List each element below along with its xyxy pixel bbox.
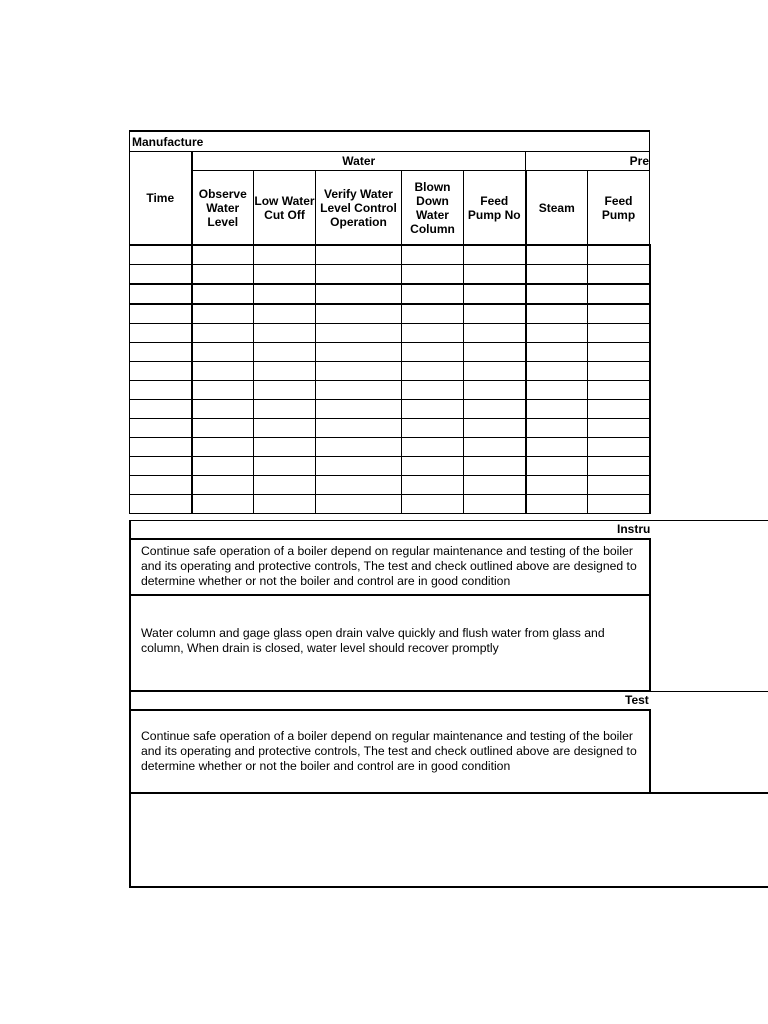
log-entry-cell[interactable] [464,476,526,495]
log-entry-cell[interactable] [526,245,588,265]
log-entry-cell[interactable] [588,362,650,381]
log-entry-cell[interactable] [464,419,526,438]
log-entry-cell[interactable] [316,265,402,285]
log-entry-cell[interactable] [316,304,402,324]
instructions-header-band [129,520,768,539]
log-entry-cell[interactable] [316,245,402,265]
log-entry-cell[interactable] [316,457,402,476]
log-entry-cell[interactable] [254,304,316,324]
log-entry-cell[interactable] [192,324,254,343]
log-entry-cell[interactable] [464,343,526,362]
log-entry-cell[interactable] [192,245,254,265]
log-entry-cell[interactable] [588,419,650,438]
log-entry-cell[interactable] [526,457,588,476]
log-entry-cell[interactable] [464,438,526,457]
log-entry-cell[interactable] [130,245,192,265]
log-entry-cell[interactable] [588,476,650,495]
log-entry-cell[interactable] [254,362,316,381]
log-entry-cell[interactable] [588,324,650,343]
test-paragraph-1: Continue safe operation of a boiler depend on regular maintenance and testing of the boiler and its operating and protective controls, The test and check outlined above are designed to determine whether or not the boiler and control are in good condition [141,729,637,773]
log-entry-cell[interactable] [526,400,588,419]
log-entry-row [130,495,650,514]
log-entry-row [130,245,650,265]
log-entry-cell[interactable] [464,495,526,514]
column-header-observe-water-level: Observe Water Level [192,171,254,246]
log-entry-cell[interactable] [254,476,316,495]
log-entry-cell[interactable] [316,419,402,438]
log-entry-cell[interactable] [526,284,588,304]
log-entry-cell[interactable] [588,304,650,324]
blank-notes-area [129,792,768,888]
log-entry-cell[interactable] [192,438,254,457]
log-entry-cell[interactable] [464,284,526,304]
log-entry-cell[interactable] [130,324,192,343]
log-entry-cell[interactable] [192,362,254,381]
log-entry-cell[interactable] [254,438,316,457]
log-entry-cell[interactable] [464,400,526,419]
log-entry-cell[interactable] [254,381,316,400]
log-entry-cell[interactable] [526,362,588,381]
log-entry-cell[interactable] [130,400,192,419]
log-entry-cell[interactable] [402,419,464,438]
log-entry-row [130,324,650,343]
column-header-time: Time [130,152,192,246]
log-entry-cell[interactable] [316,381,402,400]
log-entry-cell[interactable] [402,343,464,362]
log-entry-cell[interactable] [192,265,254,285]
log-entry-cell[interactable] [402,304,464,324]
log-entry-cell[interactable] [254,245,316,265]
log-entry-cell[interactable] [192,400,254,419]
log-entry-row [130,304,650,324]
test-box-1 [129,709,651,794]
log-entry-cell[interactable] [526,343,588,362]
log-entry-cell[interactable] [254,495,316,514]
log-entry-cell[interactable] [192,284,254,304]
log-entry-cell[interactable] [192,457,254,476]
column-header-low-water-cut-off: Low Water Cut Off [254,171,316,246]
instructions-paragraph-1: Continue safe operation of a boiler depend on regular maintenance and testing of the boiler and its operating and protective controls, The test and check outlined above are designed to determine whether or not the boiler and control are in good condition [141,544,637,588]
log-entry-cell[interactable] [192,381,254,400]
log-entry-cell[interactable] [402,400,464,419]
log-entry-cell[interactable] [254,265,316,285]
log-entry-cell[interactable] [130,304,192,324]
group-header-pressure: Pre [526,152,650,171]
log-entry-cell[interactable] [254,324,316,343]
log-entry-cell[interactable] [192,304,254,324]
log-entry-cell[interactable] [464,324,526,343]
log-entry-cell[interactable] [588,381,650,400]
log-entry-rows [130,245,650,514]
log-entry-cell[interactable] [192,495,254,514]
log-entry-cell[interactable] [130,438,192,457]
log-entry-cell[interactable] [402,265,464,285]
column-header-verify-water-level-control: Verify Water Level Control Operation [316,171,402,246]
instructions-header: Instru [617,522,651,536]
log-entry-row [130,265,650,285]
log-entry-cell[interactable] [588,265,650,285]
log-entry-cell[interactable] [464,265,526,285]
log-entry-cell[interactable] [588,284,650,304]
log-entry-cell[interactable] [526,476,588,495]
log-entry-cell[interactable] [464,304,526,324]
log-entry-cell[interactable] [316,284,402,304]
test-header-band [129,691,768,710]
log-entry-cell[interactable] [316,343,402,362]
column-header-steam: Steam [526,171,588,246]
log-entry-cell[interactable] [402,457,464,476]
log-entry-cell[interactable] [130,476,192,495]
log-entry-cell[interactable] [130,343,192,362]
log-entry-cell[interactable] [588,495,650,514]
log-entry-cell[interactable] [130,381,192,400]
log-entry-cell[interactable] [316,400,402,419]
log-entry-cell[interactable] [526,438,588,457]
log-entry-cell[interactable] [254,457,316,476]
log-entry-cell[interactable] [526,324,588,343]
log-entry-cell[interactable] [316,495,402,514]
log-entry-cell[interactable] [402,495,464,514]
log-entry-cell[interactable] [464,381,526,400]
log-entry-cell[interactable] [316,362,402,381]
log-entry-cell[interactable] [192,419,254,438]
log-entry-cell[interactable] [130,457,192,476]
log-entry-row [130,362,650,381]
log-entry-cell[interactable] [130,419,192,438]
log-entry-cell[interactable] [192,476,254,495]
log-entry-row [130,381,650,400]
log-entry-cell[interactable] [254,400,316,419]
group-header-water: Water [192,152,526,171]
log-entry-cell[interactable] [316,324,402,343]
log-entry-cell[interactable] [316,438,402,457]
log-entry-cell[interactable] [588,245,650,265]
log-entry-row [130,438,650,457]
log-entry-cell[interactable] [254,419,316,438]
log-entry-cell[interactable] [464,362,526,381]
log-entry-cell[interactable] [526,381,588,400]
log-entry-cell[interactable] [254,284,316,304]
instructions-box-1 [129,538,651,596]
log-entry-cell[interactable] [130,362,192,381]
log-entry-cell[interactable] [192,343,254,362]
log-entry-cell[interactable] [588,400,650,419]
log-entry-row [130,400,650,419]
instructions-paragraph-2: Water column and gage glass open drain valve quickly and flush water from glass and column, When drain is closed, water level should recover promptly [141,626,605,655]
log-entry-cell[interactable] [526,304,588,324]
manufacture-label: Manufacture [130,131,650,152]
log-entry-cell[interactable] [254,343,316,362]
log-entry-cell[interactable] [402,362,464,381]
log-entry-cell[interactable] [526,495,588,514]
log-entry-cell[interactable] [402,438,464,457]
log-entry-row [130,457,650,476]
log-entry-cell[interactable] [402,476,464,495]
log-entry-cell[interactable] [588,438,650,457]
log-entry-cell[interactable] [402,324,464,343]
log-entry-cell[interactable] [526,419,588,438]
log-entry-cell[interactable] [588,457,650,476]
log-entry-cell[interactable] [402,284,464,304]
log-entry-cell[interactable] [402,245,464,265]
test-header: Test [625,693,649,707]
column-header-blown-down-water-column: Blown Down Water Column [402,171,464,246]
column-header-feed-pump-no: Feed Pump No [464,171,526,246]
log-entry-cell[interactable] [130,284,192,304]
log-entry-cell[interactable] [464,457,526,476]
log-entry-row [130,419,650,438]
column-header-feed-pump: Feed Pump [588,171,650,246]
log-entry-cell[interactable] [316,476,402,495]
log-entry-cell[interactable] [402,381,464,400]
log-entry-cell[interactable] [588,343,650,362]
log-entry-cell[interactable] [464,245,526,265]
log-entry-cell[interactable] [130,265,192,285]
log-entry-row [130,476,650,495]
instructions-box-2 [129,594,651,692]
log-entry-row [130,343,650,362]
log-entry-cell[interactable] [130,495,192,514]
log-entry-row [130,284,650,304]
boiler-log-table [129,130,651,514]
log-entry-cell[interactable] [526,265,588,285]
